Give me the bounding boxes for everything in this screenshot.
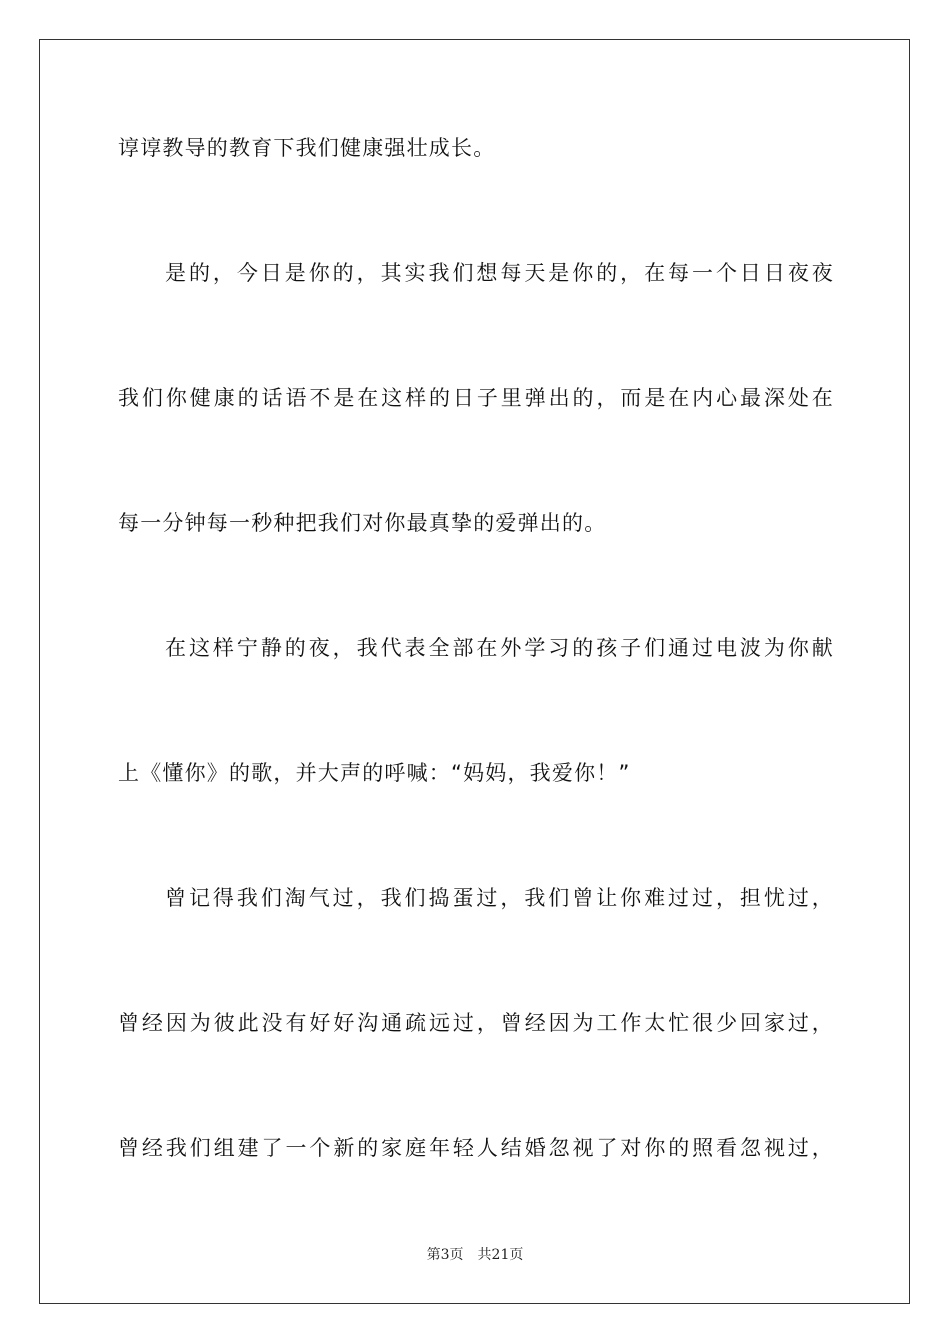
text-line-5: 在这样宁静的夜，我代表全部在外学习的孩子们通过电波为你献: [165, 636, 834, 660]
text-line-8: 曾经因为彼此没有好好沟通疏远过，曾经因为工作太忙很少回家过，: [118, 1011, 834, 1035]
text-line-2: 是的，今日是你的，其实我们想每天是你的，在每一个日日夜夜: [165, 261, 834, 285]
text-line-3: 我们你健康的话语不是在这样的日子里弹出的，而是在内心最深处在: [118, 386, 834, 410]
text-line-7: 曾记得我们淘气过，我们捣蛋过，我们曾让你难过过，担忧过，: [165, 886, 834, 910]
page-number-current: 第3页: [426, 1247, 464, 1263]
page-border: [39, 39, 910, 1304]
text-line-4: 每一分钟每一秒种把我们对你最真挚的爱弹出的。: [118, 511, 607, 535]
text-line-1: 谆谆教导的教育下我们健康强壮成长。: [118, 136, 496, 160]
page-number-total: 共21页: [477, 1247, 524, 1263]
page-footer: [0, 1245, 950, 1265]
text-line-6: 上《懂你》的歌，并大声的呼喊：“妈妈，我爱你！”: [118, 761, 631, 785]
text-line-9: 曾经我们组建了一个新的家庭年轻人结婚忽视了对你的照看忽视过，: [118, 1136, 834, 1160]
